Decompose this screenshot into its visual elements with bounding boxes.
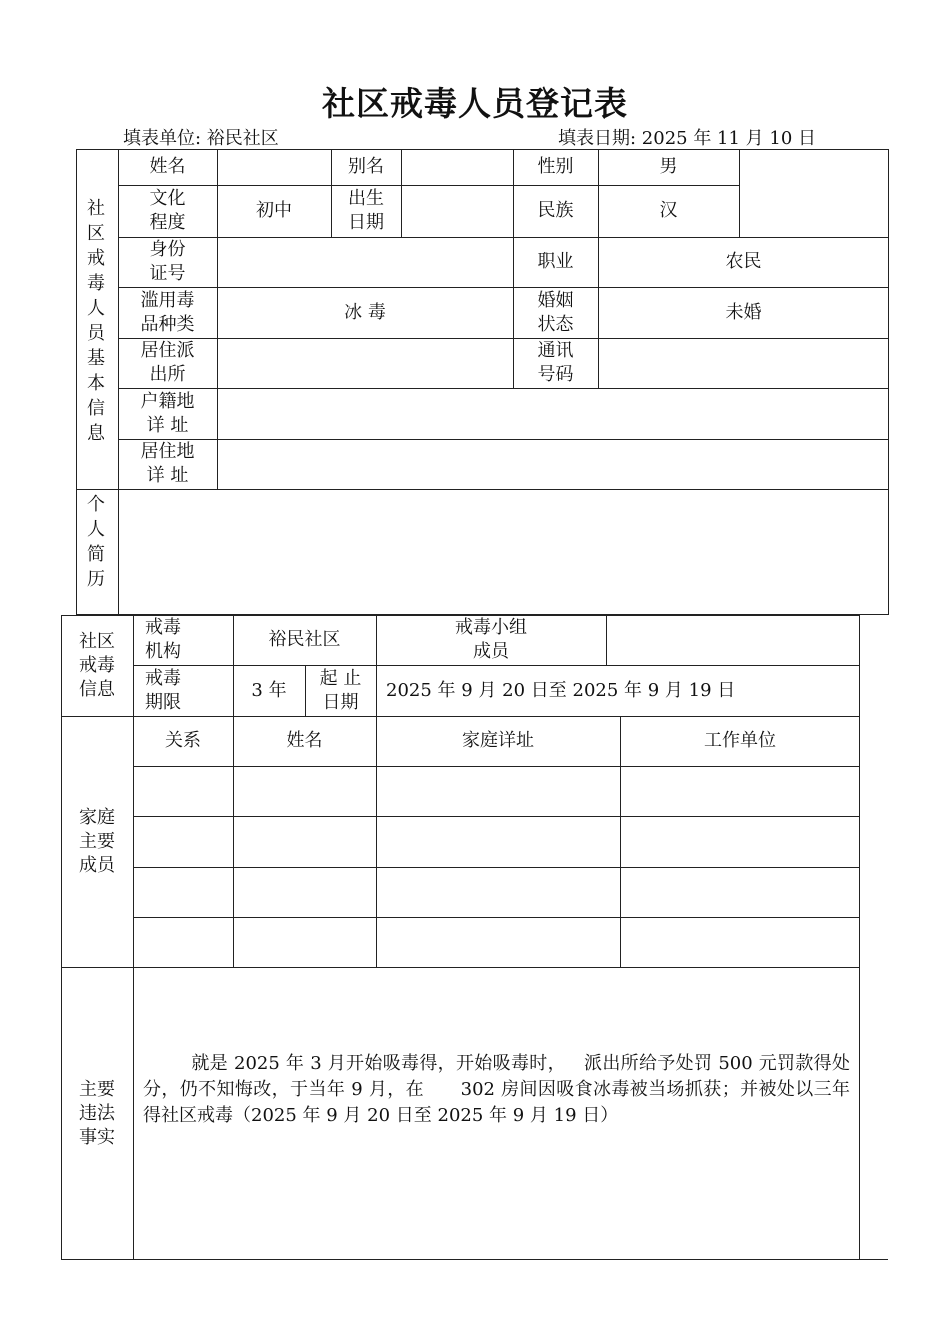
violations-section-label: 主要 违法 事实: [79, 1078, 115, 1148]
marital-label: 婚姻 状态: [537, 289, 574, 335]
family-row-4-relation[interactable]: [133, 917, 233, 967]
family-col-address: 家庭详址: [462, 730, 534, 751]
gender-value[interactable]: 男: [659, 156, 678, 177]
phone-label: 通讯 号码: [537, 340, 574, 385]
drug-type-value[interactable]: 冰 毒: [344, 301, 386, 323]
family-row-3-name[interactable]: [233, 867, 376, 917]
family-row-4-address[interactable]: [376, 917, 620, 967]
family-row-1-address[interactable]: [376, 766, 620, 816]
residence-label: 居住地 详 址: [140, 441, 195, 486]
family-col-relation: 关系: [165, 730, 201, 751]
birth-label: 出生 日期: [348, 188, 384, 233]
family-row-2-relation[interactable]: [133, 816, 233, 867]
occupation-label: 职业: [537, 251, 574, 272]
id-number-value[interactable]: [217, 237, 513, 287]
basic-info-section-label: 社区戒毒人员基本信息: [87, 198, 105, 444]
name-label: 姓名: [149, 156, 186, 177]
family-row-1-name[interactable]: [233, 766, 376, 816]
violations-text[interactable]: 就是 2025 年 3 月开始吸毒得，开始吸毒时， 派出所给予处罚 500 元罚款得处分，仍不知悔改，于当年 9 月，在 302 房间因吸食冰毒被当场抓获；并被处以三年得社区戒毒（2025 年 9 月 20 日至 2025 年 9 月 19 日）: [143, 1053, 850, 1126]
family-row-4-workplace[interactable]: [620, 917, 860, 967]
resume-value[interactable]: [118, 489, 889, 615]
family-col-workplace: 工作单位: [704, 730, 776, 751]
phone-value[interactable]: [598, 338, 889, 388]
alias-label: 别名: [348, 156, 384, 177]
family-row-3-workplace[interactable]: [620, 867, 860, 917]
domicile-value[interactable]: [217, 388, 889, 439]
rehab-section-label: 社区 戒毒 信息: [79, 630, 115, 700]
resume-section-label: 个人简历: [87, 494, 105, 590]
education-label: 文化 程度: [149, 188, 186, 233]
family-row-2-workplace[interactable]: [620, 816, 860, 867]
domicile-label: 户籍地 详 址: [140, 390, 195, 436]
ethnicity-value[interactable]: 汉: [659, 200, 678, 221]
rehab-period-value[interactable]: 2025 年 9 月 20 日至 2025 年 9 月 19 日: [386, 679, 736, 701]
police-station-value[interactable]: [217, 338, 513, 388]
name-value[interactable]: [217, 149, 331, 185]
police-station-label: 居住派 出所: [140, 340, 195, 385]
marital-value[interactable]: 未婚: [725, 301, 762, 323]
education-value[interactable]: 初中: [256, 200, 292, 221]
photo-area: [739, 149, 889, 237]
family-col-name: 姓名: [286, 730, 323, 751]
family-row-3-relation[interactable]: [133, 867, 233, 917]
family-row-1-workplace[interactable]: [620, 766, 860, 816]
family-row-4-name[interactable]: [233, 917, 376, 967]
family-row-3-address[interactable]: [376, 867, 620, 917]
family-row-2-address[interactable]: [376, 816, 620, 867]
rehab-period-label: 起 止 日期: [319, 667, 362, 713]
rehab-term-value[interactable]: 3 年: [251, 679, 287, 701]
page-title: 社区戒毒人员登记表: [322, 84, 628, 123]
family-row-1-relation[interactable]: [133, 766, 233, 816]
rehab-org-value[interactable]: 裕民社区: [268, 629, 341, 650]
rehab-group-value[interactable]: [606, 615, 860, 665]
occupation-value[interactable]: 农民: [725, 251, 762, 272]
family-row-2-name[interactable]: [233, 816, 376, 867]
rehab-term-label: 戒毒 期限: [145, 667, 181, 713]
drug-type-label: 滥用毒 品种类: [140, 289, 195, 335]
gender-label: 性别: [537, 156, 574, 177]
rehab-org-label: 戒毒 机构: [145, 617, 181, 662]
family-section-label: 家庭 主要 成员: [79, 806, 115, 876]
id-number-label: 身份 证号: [149, 239, 186, 284]
residence-value[interactable]: [217, 439, 889, 489]
fill-date: 填表日期: 2025 年 11 月 10 日: [558, 128, 817, 149]
fill-unit: 填表单位: 裕民社区: [123, 128, 279, 149]
rehab-group-label: 戒毒小组 成员: [455, 617, 527, 662]
birth-value[interactable]: [401, 185, 513, 237]
ethnicity-label: 民族: [537, 200, 574, 221]
alias-value[interactable]: [401, 149, 513, 185]
